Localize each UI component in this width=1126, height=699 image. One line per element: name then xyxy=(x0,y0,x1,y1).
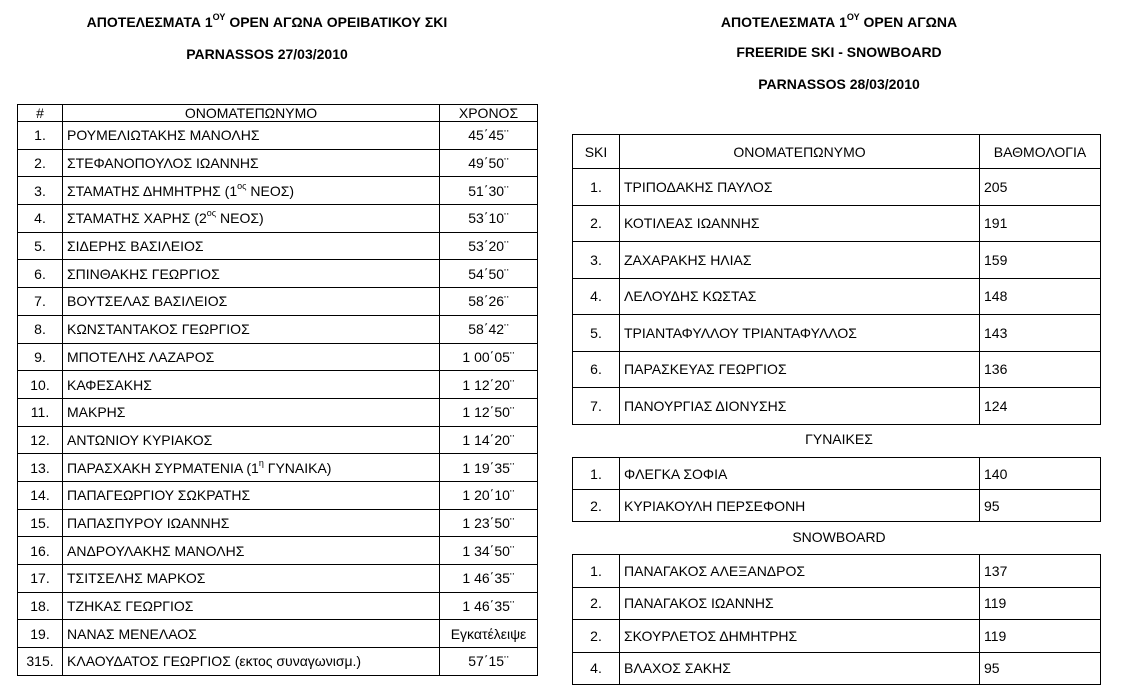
rank-cell: 2. xyxy=(573,620,620,653)
table-row xyxy=(18,371,538,399)
name-cell: ΚΑΦΕΣΑΚΗΣ xyxy=(63,371,440,399)
rank-cell: 1. xyxy=(573,458,620,490)
value-cell: 1 23΄50¨ xyxy=(440,509,538,537)
name-cell: ΠΑΠΑΣΠΥΡΟΥ ΙΩΑΝΝΗΣ xyxy=(63,509,440,537)
name-cell: ΣΚΟΥΡΛΕΤΟΣ ΔΗΜΗΤΡΗΣ xyxy=(620,620,980,653)
value-cell: 58΄26¨ xyxy=(440,288,538,316)
rank-cell: 2. xyxy=(573,587,620,620)
table-row xyxy=(18,288,538,316)
col-ski: SKI xyxy=(573,135,620,169)
name-cell: ΛΕΛΟΥΔΗΣ ΚΩΣΤΑΣ xyxy=(620,278,980,315)
value-cell: 49΄50¨ xyxy=(440,149,538,177)
table-row xyxy=(573,315,1101,352)
table-row xyxy=(573,490,1101,522)
value-cell: 57΄15¨ xyxy=(440,648,538,676)
value-cell: 148 xyxy=(980,278,1101,315)
snowboard-section-label: SNOWBOARD xyxy=(792,529,886,545)
rank-cell: 13. xyxy=(18,454,63,482)
value-cell: 1 00΄05¨ xyxy=(440,343,538,371)
value-cell: 1 12΄20¨ xyxy=(440,371,538,399)
value-cell: 54΄50¨ xyxy=(440,260,538,288)
right-subtitle-1: FREERIDE SKI - SNOWBOARD xyxy=(736,44,942,60)
value-cell: 136 xyxy=(980,351,1101,388)
value-cell: 143 xyxy=(980,315,1101,352)
value-cell: 119 xyxy=(980,587,1101,620)
rank-cell: 16. xyxy=(18,537,63,565)
table-row xyxy=(573,351,1101,388)
value-cell: 45΄45¨ xyxy=(440,122,538,150)
right-title-text-end: OPEN ΑΓΩΝΑ xyxy=(859,14,958,30)
value-cell: 1 46΄35¨ xyxy=(440,592,538,620)
table-row xyxy=(18,343,538,371)
rank-cell: 2. xyxy=(573,490,620,522)
table-row xyxy=(573,169,1101,206)
name-cell: ΠΑΠΑΓΕΩΡΓΙΟΥ ΣΩΚΡΑΤΗΣ xyxy=(63,481,440,509)
table-row xyxy=(18,426,538,454)
name-cell: ΚΥΡΙΑΚΟΥΛΗ ΠΕΡΣΕΦΟΝΗ xyxy=(620,490,980,522)
name-cell: ΠΑΡΑΣΧΑΚΗ ΣΥΡΜΑΤΕΝΙΑ ($1^\eta$ ΓΥΝΑΙΚΑ) xyxy=(63,454,440,482)
value-cell: 95 xyxy=(980,490,1101,522)
value-cell: 124 xyxy=(980,388,1101,425)
value-cell: 191 xyxy=(980,205,1101,242)
value-cell: 140 xyxy=(980,458,1101,490)
value-cell: 1 46΄35¨ xyxy=(440,565,538,593)
col-rank: # xyxy=(18,105,63,122)
rank-cell: 2. xyxy=(18,149,63,177)
table-row xyxy=(573,587,1101,620)
table-row xyxy=(18,232,538,260)
name-cell: ΣΙΔΕΡΗΣ ΒΑΣΙΛΕΙΟΣ xyxy=(63,232,440,260)
value-cell: 95 xyxy=(980,652,1101,685)
name-cell: ΦΛΕΓΚΑ ΣΟΦΙΑ xyxy=(620,458,980,490)
rank-cell: 10. xyxy=(18,371,63,399)
rank-cell: 6. xyxy=(18,260,63,288)
name-cell: ΠΑΝΟΥΡΓΙΑΣ ΔΙΟΝΥΣΗΣ xyxy=(620,388,980,425)
rank-cell: 3. xyxy=(18,177,63,205)
right-title-text: ΑΠΟΤΕΛΕΣΜΑΤΑ 1 xyxy=(720,14,847,30)
table-row xyxy=(573,458,1101,490)
value-cell: 159 xyxy=(980,242,1101,279)
rank-cell: 4. xyxy=(573,652,620,685)
name-cell: ΝΑΝΑΣ ΜΕΝΕΛΑΟΣ xyxy=(63,620,440,648)
value-cell: 53΄20¨ xyxy=(440,232,538,260)
name-cell: ΜΑΚΡΗΣ xyxy=(63,398,440,426)
left-subtitle: PARNASSOS 27/03/2010 xyxy=(186,46,348,62)
right-title-sup: ΟΥ xyxy=(846,12,860,22)
left-title-sup: ΟΥ xyxy=(212,12,226,22)
name-cell: ΣΤΕΦΑΝΟΠΟΥΛΟΣ ΙΩΑΝΝΗΣ xyxy=(63,149,440,177)
table-row xyxy=(18,205,538,233)
value-cell: 1 12΄50¨ xyxy=(440,398,538,426)
name-cell: ΖΑΧΑΡΑΚΗΣ ΗΛΙΑΣ xyxy=(620,242,980,279)
name-cell: ΚΩΝΣΤΑΝΤΑΚΟΣ ΓΕΩΡΓΙΟΣ xyxy=(63,315,440,343)
col-score: ΒΑΘΜΟΛΟΓΙΑ xyxy=(980,135,1101,169)
value-cell: 1 19΄35¨ xyxy=(440,454,538,482)
women-table xyxy=(572,457,1101,522)
rank-cell: 6. xyxy=(573,351,620,388)
rank-cell: 19. xyxy=(18,620,63,648)
name-cell: ΤΣΙΤΣΕΛΗΣ ΜΑΡΚΟΣ xyxy=(63,565,440,593)
value-cell: 137 xyxy=(980,555,1101,588)
rank-cell: 7. xyxy=(18,288,63,316)
table-row xyxy=(573,555,1101,588)
table-row xyxy=(18,509,538,537)
value-cell: 119 xyxy=(980,620,1101,653)
rank-cell: 4. xyxy=(573,278,620,315)
rank-cell: 12. xyxy=(18,426,63,454)
value-cell: 205 xyxy=(980,169,1101,206)
table-row xyxy=(18,648,538,676)
rank-cell: 1. xyxy=(573,169,620,206)
rank-cell: 1. xyxy=(573,555,620,588)
women-section-label: ΓΥΝΑΙΚΕΣ xyxy=(805,431,873,447)
name-cell: ΠΑΡΑΣΚΕΥΑΣ ΓΕΩΡΓΙΟΣ xyxy=(620,351,980,388)
table-row xyxy=(573,652,1101,685)
name-cell: ΒΛΑΧΟΣ ΣΑΚΗΣ xyxy=(620,652,980,685)
table-row xyxy=(18,620,538,648)
rank-cell: 2. xyxy=(573,205,620,242)
name-cell: ΣΤΑΜΑΤΗΣ ΔΗΜΗΤΡΗΣ ($1^{o\varsigma}$ ΝΕΟΣ) xyxy=(63,177,440,205)
table-row xyxy=(18,177,538,205)
rank-cell: 11. xyxy=(18,398,63,426)
table-row xyxy=(18,592,538,620)
rank-cell: 17. xyxy=(18,565,63,593)
table-row xyxy=(18,565,538,593)
name-cell: ΣΠΙΝΘΑΚΗΣ ΓΕΩΡΓΙΟΣ xyxy=(63,260,440,288)
rank-cell: 315. xyxy=(18,648,63,676)
rank-cell: 3. xyxy=(573,242,620,279)
mountain-ski-results-table xyxy=(17,104,538,676)
table-row xyxy=(18,481,538,509)
left-title xyxy=(0,14,534,30)
name-cell: ΚΛΑΟΥΔΑΤΟΣ ΓΕΩΡΓΙΟΣ (εκτος συναγωνισμ.) xyxy=(63,648,440,676)
name-cell: ΚΟΤΙΛΕΑΣ ΙΩΑΝΝΗΣ xyxy=(620,205,980,242)
rank-cell: 4. xyxy=(18,205,63,233)
ski-header-row xyxy=(573,135,1101,169)
name-cell: ΡΟΥΜΕΛΙΩΤΑΚΗΣ ΜΑΝΟΛΗΣ xyxy=(63,122,440,150)
name-cell: ΠΑΝΑΓΑΚΟΣ ΑΛΕΞΑΝΔΡΟΣ xyxy=(620,555,980,588)
value-cell: 53΄10¨ xyxy=(440,205,538,233)
rank-cell: 14. xyxy=(18,481,63,509)
left-header-row xyxy=(18,105,538,122)
name-cell: ΤΡΙΠΟΔΑΚΗΣ ΠΑΥΛΟΣ xyxy=(620,169,980,206)
value-cell: 1 34΄50¨ xyxy=(440,537,538,565)
right-title xyxy=(572,14,1106,30)
value-cell: 1 14΄20¨ xyxy=(440,426,538,454)
rank-cell: 9. xyxy=(18,343,63,371)
name-cell: ΣΤΑΜΑΤΗΣ ΧΑΡΗΣ ($2^{o\varsigma}$ ΝΕΟΣ) xyxy=(63,205,440,233)
name-cell: ΠΑΝΑΓΑΚΟΣ ΙΩΑΝΝΗΣ xyxy=(620,587,980,620)
table-row xyxy=(573,242,1101,279)
table-row xyxy=(573,205,1101,242)
table-row xyxy=(18,537,538,565)
value-cell: Εγκατέλειψε xyxy=(440,620,538,648)
right-subtitle-2: PARNASSOS 28/03/2010 xyxy=(758,76,920,92)
table-row xyxy=(18,149,538,177)
col-name: ΟΝΟΜΑΤΕΠΩΝΥΜΟ xyxy=(620,135,980,169)
rank-cell: 5. xyxy=(18,232,63,260)
left-title-text-end: OPEN ΑΓΩΝΑ ΟΡΕΙΒΑΤΙΚΟΥ ΣΚΙ xyxy=(225,14,448,30)
freeride-ski-table xyxy=(572,134,1101,425)
rank-cell: 1. xyxy=(18,122,63,150)
value-cell: 51΄30¨ xyxy=(440,177,538,205)
left-title-text: ΑΠΟΤΕΛΕΣΜΑΤΑ 1 xyxy=(86,14,213,30)
table-row xyxy=(18,398,538,426)
table-row xyxy=(18,260,538,288)
rank-cell: 18. xyxy=(18,592,63,620)
rank-cell: 7. xyxy=(573,388,620,425)
rank-cell: 15. xyxy=(18,509,63,537)
value-cell: 1 20΄10¨ xyxy=(440,481,538,509)
table-row xyxy=(18,454,538,482)
name-cell: ΤΡΙΑΝΤΑΦΥΛΛΟΥ ΤΡΙΑΝΤΑΦΥΛΛΟΣ xyxy=(620,315,980,352)
rank-cell: 8. xyxy=(18,315,63,343)
name-cell: ΒΟΥΤΣΕΛΑΣ ΒΑΣΙΛΕΙΟΣ xyxy=(63,288,440,316)
col-name: ΟΝΟΜΑΤΕΠΩΝΥΜΟ xyxy=(63,105,440,122)
rank-cell: 5. xyxy=(573,315,620,352)
table-row xyxy=(18,315,538,343)
name-cell: ΤΖΗΚΑΣ ΓΕΩΡΓΙΟΣ xyxy=(63,592,440,620)
table-row xyxy=(573,278,1101,315)
col-time: ΧΡΟΝΟΣ xyxy=(440,105,538,122)
table-row xyxy=(18,122,538,150)
table-row xyxy=(573,620,1101,653)
table-row xyxy=(573,388,1101,425)
snowboard-table xyxy=(572,554,1101,685)
name-cell: ΑΝΔΡΟΥΛΑΚΗΣ ΜΑΝΟΛΗΣ xyxy=(63,537,440,565)
value-cell: 58΄42¨ xyxy=(440,315,538,343)
name-cell: ΑΝΤΩΝΙΟΥ ΚΥΡΙΑΚΟΣ xyxy=(63,426,440,454)
name-cell: ΜΠΟΤΕΛΗΣ ΛΑΖΑΡΟΣ xyxy=(63,343,440,371)
